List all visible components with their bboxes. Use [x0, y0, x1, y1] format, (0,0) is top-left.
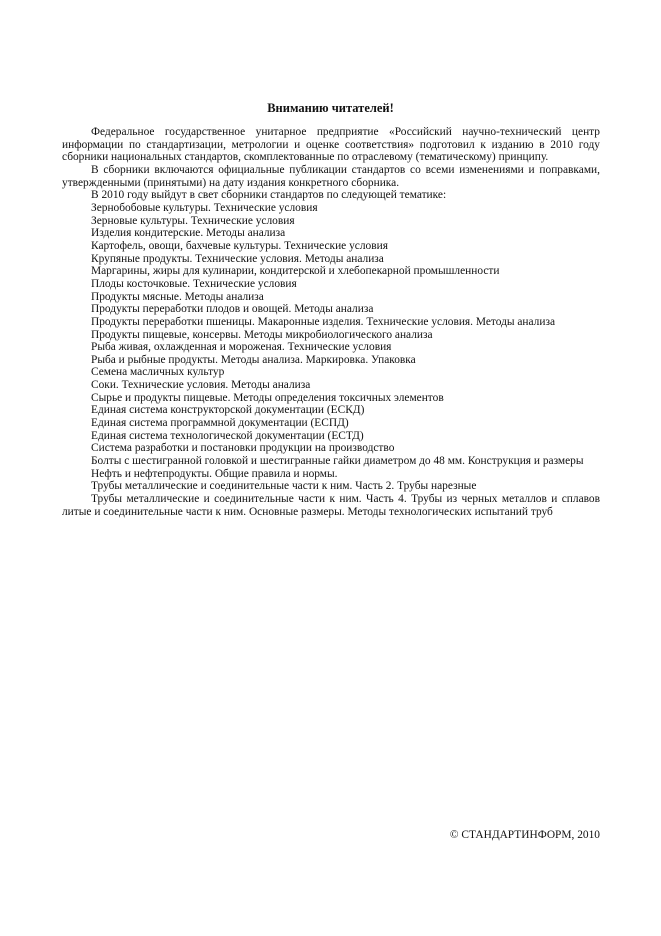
topic-item: Рыба живая, охлажденная и мороженая. Технические условия	[91, 341, 392, 354]
notice-title: Вниманию читателей!	[267, 101, 394, 115]
topic-item: Крупяные продукты. Технические условия. Методы анализа	[91, 252, 384, 265]
topic-item: Картофель, овощи, бахчевые культуры. Технические условия	[91, 239, 388, 252]
topic-item: Трубы металлические и соединительные части к ним. Часть 2. Трубы нарезные	[91, 480, 477, 493]
topic-item: Продукты мясные. Методы анализа	[91, 290, 264, 303]
topic-item: Единая система конструкторской документации (ЕСКД)	[91, 404, 365, 417]
topic-item: Соки. Технические условия. Методы анализа	[91, 379, 311, 392]
intro-paragraph: Федеральное государственное унитарное предприятие «Российский научно-технический центр информации по стандартизации, метрологии и оценке соответствия» подготовил к изданию в 2010 году сборники национальных стандартов, скомплектованные по отраслевому (тематическому) принципу.	[62, 126, 600, 164]
topic-item: Трубы металлические и соединительные части к ним. Часть 4. Трубы из черных металлов и сплавов литые и соединительные части к ним. Основные размеры. Методы технологических испытаний труб	[62, 493, 600, 518]
topic-item: Продукты переработки плодов и овощей. Методы анализа	[91, 303, 374, 316]
topic-item: Плоды косточковые. Технические условия	[91, 277, 297, 290]
topic-item: Система разработки и постановки продукции на производство	[91, 442, 395, 455]
topic-item: Изделия кондитерские. Методы анализа	[91, 227, 286, 240]
topic-item: Сырье и продукты пищевые. Методы определения токсичных элементов	[91, 391, 444, 404]
topic-item: Болты с шестигранной головкой и шестигранные гайки диаметром до 48 мм. Конструкция и размеры	[91, 455, 584, 468]
topic-item: Семена масличных культур	[91, 366, 225, 379]
topic-item: Зерновые культуры. Технические условия	[91, 214, 295, 227]
topic-item: Маргарины, жиры для кулинарии, кондитерской и хлебопекарной промышленности	[91, 265, 500, 278]
topic-item: Рыба и рыбные продукты. Методы анализа. Маркировка. Упаковка	[91, 353, 416, 366]
topic-item: Единая система программной документации (ЕСПД)	[91, 417, 349, 430]
topic-item: Единая система технологической документации (ЕСТД)	[91, 429, 364, 442]
notice-body	[62, 126, 600, 518]
topic-item: Продукты пищевые, консервы. Методы микробиологического анализа	[91, 328, 433, 341]
intro-paragraph: В 2010 году выйдут в свет сборники стандартов по следующей тематике:	[91, 189, 447, 202]
topic-item: Нефть и нефтепродукты. Общие правила и нормы.	[91, 467, 338, 480]
topic-item: Зернобобовые культуры. Технические условия	[91, 201, 318, 214]
topic-item: Продукты переработки пшеницы. Макаронные изделия. Технические условия. Методы анализа	[91, 315, 556, 328]
copyright-notice: © СТАНДАРТИНФОРМ, 2010	[449, 829, 600, 841]
intro-paragraph: В сборники включаются официальные публикации стандартов со всеми изменениями и поправками, утвержденными (принятыми) на дату издания конкретного сборника.	[62, 163, 600, 189]
